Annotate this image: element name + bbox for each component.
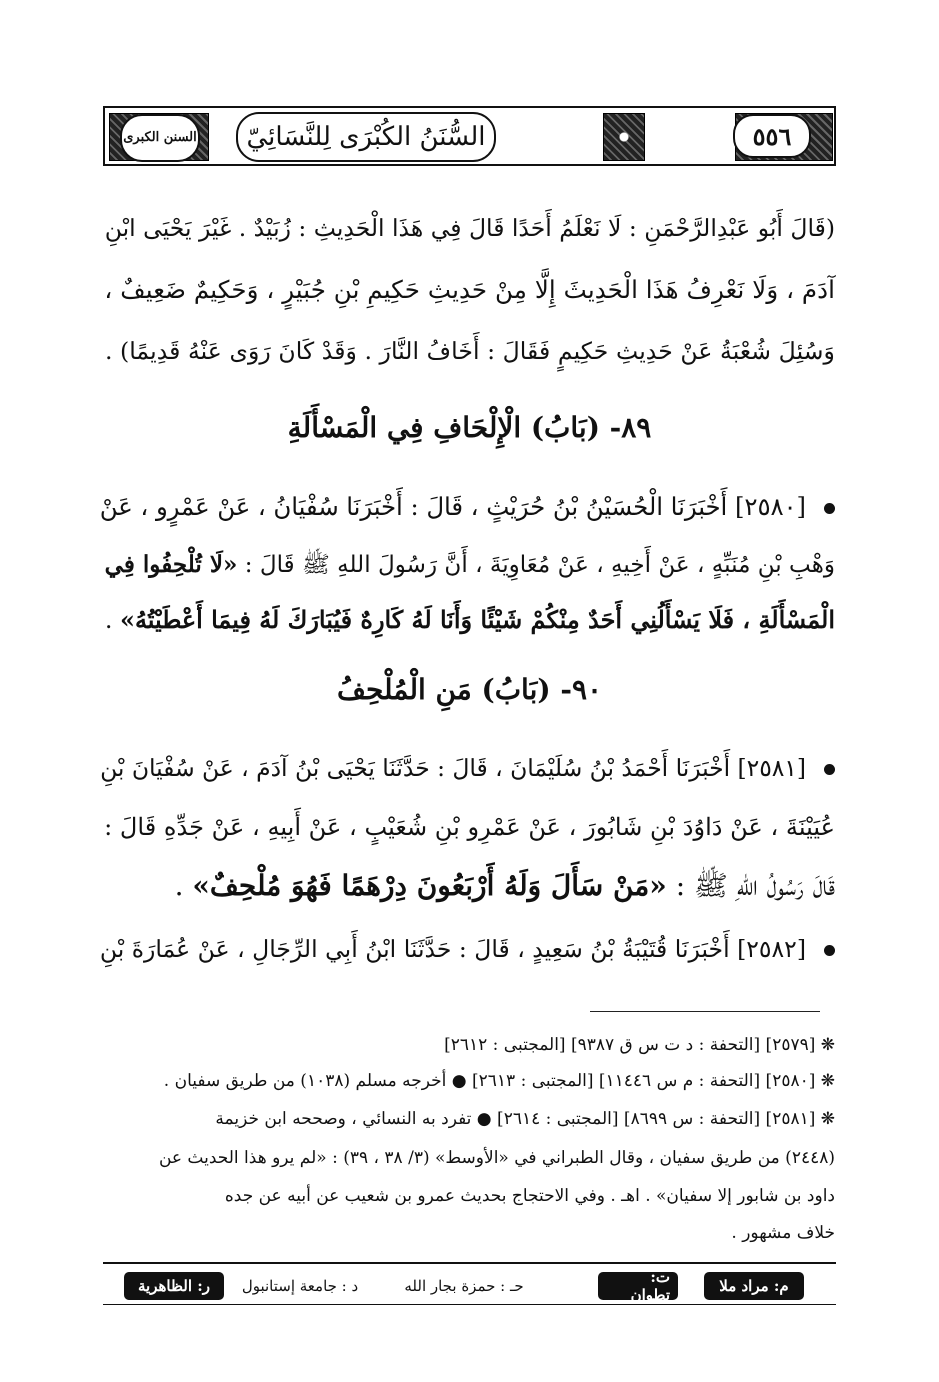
text: قَالَ رَسُولُ اللهِ ﷺ : bbox=[666, 869, 835, 902]
text-line: (قَالَ أَبُو عَبْدِالرَّحْمَنِ : لَا نَعْلَمُ أَحَدًا قَالَ فِي هَذَا الْحَدِيثِ : زُبَيْدٌ . غَيْرَ يَحْيَى ابْنِ bbox=[104, 214, 835, 242]
hadith-2581-line-3 bbox=[175, 869, 835, 909]
publisher-seal: السنن الكبرى bbox=[120, 114, 200, 162]
hadith-2581-line-2: عُيَيْنَةَ ، عَنْ دَاوُدَ بْنِ شَابُورَ ، عَنْ عَمْرِو بْنِ شُعَيْبٍ ، عَنْ أَبِيهِ ، عَنْ جَدِّهِ قَالَ : bbox=[104, 813, 835, 841]
footer-rule bbox=[103, 1262, 836, 1264]
footnote-2581: ❋ [٢٥٨١] [التحفة : س ٨٦٩٩] [المجتبى : ٢٦١٤] ● تفرد به النسائي ، وصححه ابن خزيمة bbox=[215, 1109, 835, 1129]
manuscript-siglum-m: م: مراد ملا bbox=[704, 1272, 804, 1300]
text-line: آدَمَ ، وَلَا نَعْرِفُ هَذَا الْحَدِيثَ إِلَّا مِنْ حَدِيثِ حَكِيمِ بْنِ جُبَيْرٍ ، وَحَكِيمٌ ضَعِيفٌ ، bbox=[104, 275, 835, 304]
chapter-heading-90: ٩٠- (بَابُ) مَنِ الْمُلْحِفُ bbox=[337, 673, 602, 706]
prophetic-quote: «مَنْ سَأَلَ وَلَهُ أَرْبَعُونَ دِرْهَمًا فَهُوَ مُلْحِفٌ» bbox=[192, 869, 667, 902]
footnote-2581-cont: (٢٤٤٨) من طريق سفيان ، وقال الطبراني في «الأوسط» (٣/ ٣٨ ، ٣٩) : «لم يرو هذا الحديث عن bbox=[158, 1148, 835, 1168]
bullet-icon bbox=[824, 945, 835, 956]
bullet-icon bbox=[824, 503, 835, 514]
text: [٢٥٨٠] أَخْبَرَنَا الْحُسَيْنُ بْنُ حُرَيْثٍ ، قَالَ : أَخْبَرَنَا سُفْيَانُ ، عَنْ عَمْرٍو ، عَنْ bbox=[99, 492, 806, 521]
hadith-2581-line-1 bbox=[100, 754, 835, 782]
page-number: ٥٥٦ bbox=[733, 114, 811, 158]
manuscript-siglum-r: ر: الظاهرية bbox=[124, 1272, 224, 1300]
footer-rule-bottom bbox=[103, 1304, 836, 1305]
text: . bbox=[104, 606, 121, 634]
hadith-2580-line-1 bbox=[100, 492, 835, 521]
manuscript-siglum-d: د : جامعة إستانبول bbox=[241, 1277, 359, 1295]
manuscript-siglum-h: حـ : حمزة بجار الله bbox=[404, 1277, 524, 1295]
hadith-2580-line-3 bbox=[105, 606, 835, 634]
chapter-heading-89: ٨٩- (بَابُ) الْإِلْحَافِ فِي الْمَسْأَلَةِ bbox=[287, 411, 652, 444]
ornament-right-inner bbox=[603, 113, 645, 161]
text: . bbox=[174, 869, 193, 902]
book-title: السُّنَنُ الكُبْرَى لِلنَّسَائِيّ bbox=[236, 112, 496, 162]
text: [٢٥٨٢] أَخْبَرَنَا قُتَيْبَةُ بْنُ سَعِيدٍ ، قَالَ : حَدَّثَنَا ابْنُ أَبِي الرِّجَالِ ، عَنْ عُمَارَةَ بْنِ bbox=[99, 935, 806, 963]
footnote-2581-cont: داود بن شابور إلا سفيان» . اهـ . وفي الاحتجاج بحديث عمرو بن شعيب عن أبيه عن جده bbox=[224, 1186, 835, 1206]
footnote-2581-cont: خلاف مشهور . bbox=[731, 1223, 835, 1243]
footnote-2579: ❋ [٢٥٧٩] [التحفة : د ت س ق ٩٣٨٧] [المجتبى : ٢٦١٢] bbox=[444, 1035, 835, 1055]
prophetic-quote: الْمَسْأَلَةِ ، فَلَا يَسْأَلُنِي أَحَدٌ مِنْكُمْ شَيْئًا وَأَنَا لَهُ كَارِهٌ فَيُبَارَكَ لَهُ فِيمَا أَعْطَيْتُهُ» bbox=[120, 606, 835, 634]
manuscript-siglum-t: ت: تطوان bbox=[598, 1272, 678, 1300]
text: [٢٥٨١] أَخْبَرَنَا أَحْمَدُ بْنُ سُلَيْمَانَ ، قَالَ : حَدَّثَنَا يَحْيَى بْنُ آدَمَ ، عَنْ سُفْيَانَ بْنِ bbox=[100, 754, 806, 782]
bullet-icon bbox=[824, 764, 835, 775]
text-line: وَسُئِلَ شُعْبَةُ عَنْ حَدِيثِ حَكِيمٍ فَقَالَ : أَخَافُ النَّارَ . وَقَدْ كَانَ رَوَى عَنْهُ قَدِيمًا) . bbox=[104, 337, 835, 365]
hadith-2580-line-2 bbox=[105, 550, 835, 584]
hadith-2582-line-1 bbox=[100, 935, 835, 963]
footnote-2580: ❋ [٢٥٨٠] [التحفة : م س ١١٤٤٦] [المجتبى : ٢٦١٣] ● أخرجه مسلم (١٠٣٨) من طريق سفيان . bbox=[163, 1071, 835, 1091]
prophetic-quote: «لَا تُلْحِفُوا فِي bbox=[104, 551, 238, 578]
footnote-separator bbox=[590, 1011, 820, 1012]
text: وَهْبِ بْنِ مُنَبِّهٍ ، عَنْ أَخِيهِ ، عَنْ مُعَاوِيَةَ ، أَنَّ رَسُولَ اللهِ ﷺ قَالَ : bbox=[237, 552, 835, 578]
